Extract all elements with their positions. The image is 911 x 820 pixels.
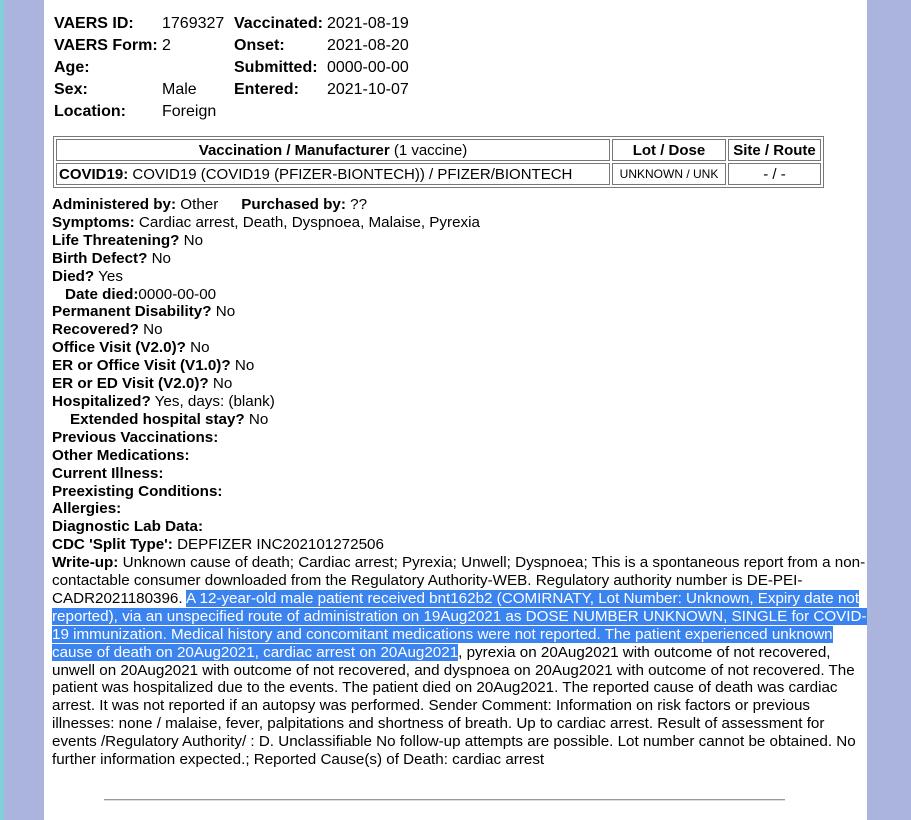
window-left-edge bbox=[0, 0, 4, 820]
vaccine-table-header bbox=[56, 139, 821, 161]
write-up-selected-text: A 12-year-old male patient received bnt162b2 (COMIRNATY, Lot Number: Unknown, Expiry date not reported), via an unspecified route of administration on 19Aug2021 as DOSE NUMBER UNKNOWN, SINGLE for COVID-19 immunization. Medical history and concomitant medications were not reported. The patient experienced unknown cause of death on 20Aug2021, cardiac arrest on 20Aug2021 bbox=[52, 589, 867, 661]
other-medications-row: Other Medications: bbox=[52, 446, 190, 464]
vaccine-table bbox=[53, 136, 824, 188]
report-details bbox=[52, 196, 870, 769]
report-page bbox=[44, 0, 867, 820]
sex-value: Male bbox=[162, 81, 197, 98]
entered-label: Entered: bbox=[234, 81, 299, 98]
permanent-disability-row: Permanent Disability? No bbox=[52, 303, 236, 321]
submitted-value: 0000-00-00 bbox=[326, 59, 409, 76]
age-label: Age: bbox=[54, 59, 90, 76]
onset-label: Onset: bbox=[234, 37, 285, 54]
purchased-value: ?? bbox=[345, 196, 368, 213]
location-value: Foreign bbox=[162, 103, 217, 120]
col-lot-dose: Lot / Dose bbox=[612, 139, 726, 161]
age-value bbox=[162, 57, 234, 79]
recovered-row: Recovered? No bbox=[52, 321, 163, 339]
vaers-form-label: VAERS Form: bbox=[54, 37, 158, 54]
col-vaccination-manufacturer: Vaccination / Manufacturer (1 vaccine) bbox=[56, 139, 610, 161]
birth-defect-row: Birth Defect? No bbox=[52, 249, 171, 267]
col-site-route: Site / Route bbox=[728, 139, 821, 161]
er-ed-visit-row: ER or ED Visit (V2.0)? No bbox=[52, 375, 233, 393]
extended-stay-row: Extended hospital stay? No bbox=[70, 410, 269, 428]
write-up-text-rest: , pyrexia on 20Aug2021 with outcome of not recovered, unwell on 20Aug2021 with outcome of not recovered, and dyspnoea on 20Aug2021 with outcome of not recovered. The patient was hospitalized due to the events. The patient died on 20Aug2021. The reported cause of death was cardiac arrest. It was not reported if an autopsy was performed. Sender Comment: Information on risk factors or previous illnesses: none / malaise, fever, palpitations and shortness of breath. Up to cardiac arrest. Result of assessment for events /Regulatory Authority/ : D. Unclassifiable No follow-up attempts are possible. Lot number cannot be obtained. No further information expected.; Reported Cause(s) of Death: cardiac arrest bbox=[52, 643, 856, 769]
vaccine-type: COVID19: bbox=[59, 165, 129, 183]
vaers-id-value: 1769327 bbox=[162, 15, 225, 32]
life-threatening-row: Life Threatening? No bbox=[52, 231, 204, 249]
submitted-label: Submitted: bbox=[234, 59, 318, 76]
died-row: Died? Yes bbox=[52, 267, 123, 285]
diagnostic-lab-row: Diagnostic Lab Data: bbox=[52, 518, 204, 536]
vaccine-name: COVID19 (COVID19 (PFIZER-BIONTECH)) / PFIZER/BIONTECH bbox=[128, 165, 573, 183]
preexisting-conditions-row: Preexisting Conditions: bbox=[52, 482, 223, 500]
date-died-row: Date died:0000-00-00 bbox=[65, 285, 217, 303]
vaccine-count: (1 vaccine) bbox=[389, 141, 468, 159]
previous-vaccinations-row: Previous Vaccinations: bbox=[52, 428, 219, 446]
vaers-form-value: 2 bbox=[162, 37, 171, 54]
symptoms-row: Symptoms: Cardiac arrest, Death, Dyspnoea, Malaise, Pyrexia bbox=[52, 213, 480, 231]
purchased-label: Purchased by: bbox=[241, 196, 346, 213]
write-up-text: Unknown cause of death; Cardiac arrest; Pyrexia; Unwell; Dyspnoea; This is a spontaneous report from a non-contactable consumer downloaded from the Regulatory Authority-WEB. Regulatory authority number is DE-PEI-CADR2021180396. bbox=[52, 554, 866, 607]
location-label: Location: bbox=[54, 103, 126, 120]
write-up bbox=[52, 554, 870, 769]
vaers-id-label: VAERS ID: bbox=[54, 15, 134, 32]
write-up-label: Write-up: bbox=[52, 554, 119, 572]
er-office-visit-row: ER or Office Visit (V1.0)? No bbox=[52, 357, 255, 375]
report-header bbox=[54, 13, 413, 123]
onset-value: 2021-08-20 bbox=[326, 37, 409, 54]
vaccinated-label: Vaccinated: bbox=[234, 15, 323, 32]
split-type-row: CDC 'Split Type': DEPFIZER INC202101272506 bbox=[52, 536, 384, 554]
sex-label: Sex: bbox=[54, 81, 88, 98]
table-row bbox=[56, 163, 821, 185]
horizontal-divider bbox=[104, 799, 785, 801]
vaccinated-value: 2021-08-19 bbox=[326, 15, 409, 32]
current-illness-row: Current Illness: bbox=[52, 464, 164, 482]
office-visit-row: Office Visit (V2.0)? No bbox=[52, 339, 210, 357]
allergies-row: Allergies: bbox=[52, 500, 122, 518]
lot-dose-value: UNKNOWN / UNK bbox=[612, 163, 726, 185]
site-route-value: - / - bbox=[728, 163, 821, 185]
vaccine-cell bbox=[56, 163, 610, 185]
administered-row: Administered by: Other Purchased by: ?? bbox=[52, 196, 368, 213]
entered-value: 2021-10-07 bbox=[326, 81, 409, 98]
hospitalized-row: Hospitalized? Yes, days: (blank) bbox=[52, 392, 275, 410]
